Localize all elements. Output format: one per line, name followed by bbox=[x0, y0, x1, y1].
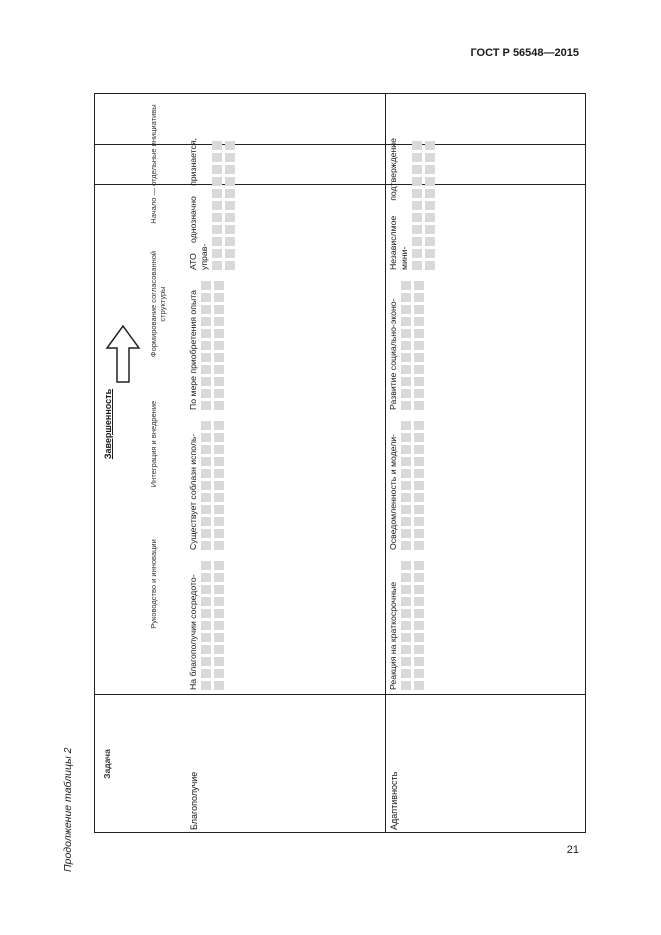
cell-adaptivity-lead-text: Независлмое подтверждение мини- bbox=[388, 138, 409, 270]
illegible-line bbox=[214, 558, 224, 690]
illegible-line bbox=[414, 418, 424, 550]
cell-adaptivity-form bbox=[385, 414, 585, 554]
illegible-line bbox=[414, 278, 424, 410]
row-name-wellbeing: Благополучие bbox=[189, 771, 199, 830]
row-name-adaptivity: Адаптивность bbox=[389, 771, 399, 830]
cell-wellbeing-form bbox=[185, 414, 385, 554]
illegible-line bbox=[401, 278, 411, 410]
illegible-line bbox=[201, 278, 211, 410]
illegible-line bbox=[414, 558, 424, 690]
illegible-line bbox=[201, 418, 211, 550]
page-number: 21 bbox=[566, 844, 579, 856]
illegible-line bbox=[401, 558, 411, 690]
cell-wellbeing-start bbox=[185, 554, 385, 694]
illegible-line bbox=[401, 418, 411, 550]
col-header-lead: Руководство и инновации bbox=[149, 539, 158, 629]
document-code: ГОСТ Р 56548—2015 bbox=[470, 47, 579, 59]
arrow-up-icon bbox=[103, 324, 143, 384]
illegible-line bbox=[201, 558, 211, 690]
rotated-table bbox=[94, 93, 586, 833]
completeness-label: Завершенность bbox=[103, 388, 113, 460]
col-header-start: Начало — отдельные инициативы bbox=[149, 104, 158, 224]
illegible-line bbox=[425, 138, 435, 270]
cell-wellbeing-integr-text: По мере приобретения опыта bbox=[188, 290, 198, 410]
col-header-task: Задача bbox=[102, 749, 112, 779]
cell-wellbeing-form-text: Существует соблазн исполь- bbox=[188, 433, 198, 550]
illegible-line bbox=[214, 418, 224, 550]
col-header-integr: Интеграция и внедрение bbox=[149, 400, 158, 488]
col-header-form: Формирование согласованной структуры bbox=[149, 250, 167, 358]
cell-adaptivity-start bbox=[385, 554, 585, 694]
illegible-line bbox=[412, 138, 422, 270]
cell-wellbeing-integr bbox=[185, 274, 385, 414]
illegible-line bbox=[212, 138, 222, 270]
cell-adaptivity-integr bbox=[385, 274, 585, 414]
illegible-line bbox=[225, 138, 235, 270]
cell-adaptivity-form-text: Осведомленность и модели- bbox=[388, 433, 398, 550]
table-caption: Продолжение таблицы 2 bbox=[62, 747, 74, 872]
cell-wellbeing-start-text: На благополучии сосредото- bbox=[188, 574, 198, 690]
illegible-line bbox=[214, 278, 224, 410]
cell-adaptivity-integr-text: Развитие социально-эконо- bbox=[388, 298, 398, 410]
cell-wellbeing-lead-text: АТО однозначно признается, управ- bbox=[188, 138, 209, 270]
cell-wellbeing-lead bbox=[185, 134, 385, 274]
cell-adaptivity-lead bbox=[385, 134, 585, 274]
cell-adaptivity-start-text: Реакция на краткосрочные bbox=[388, 581, 398, 690]
